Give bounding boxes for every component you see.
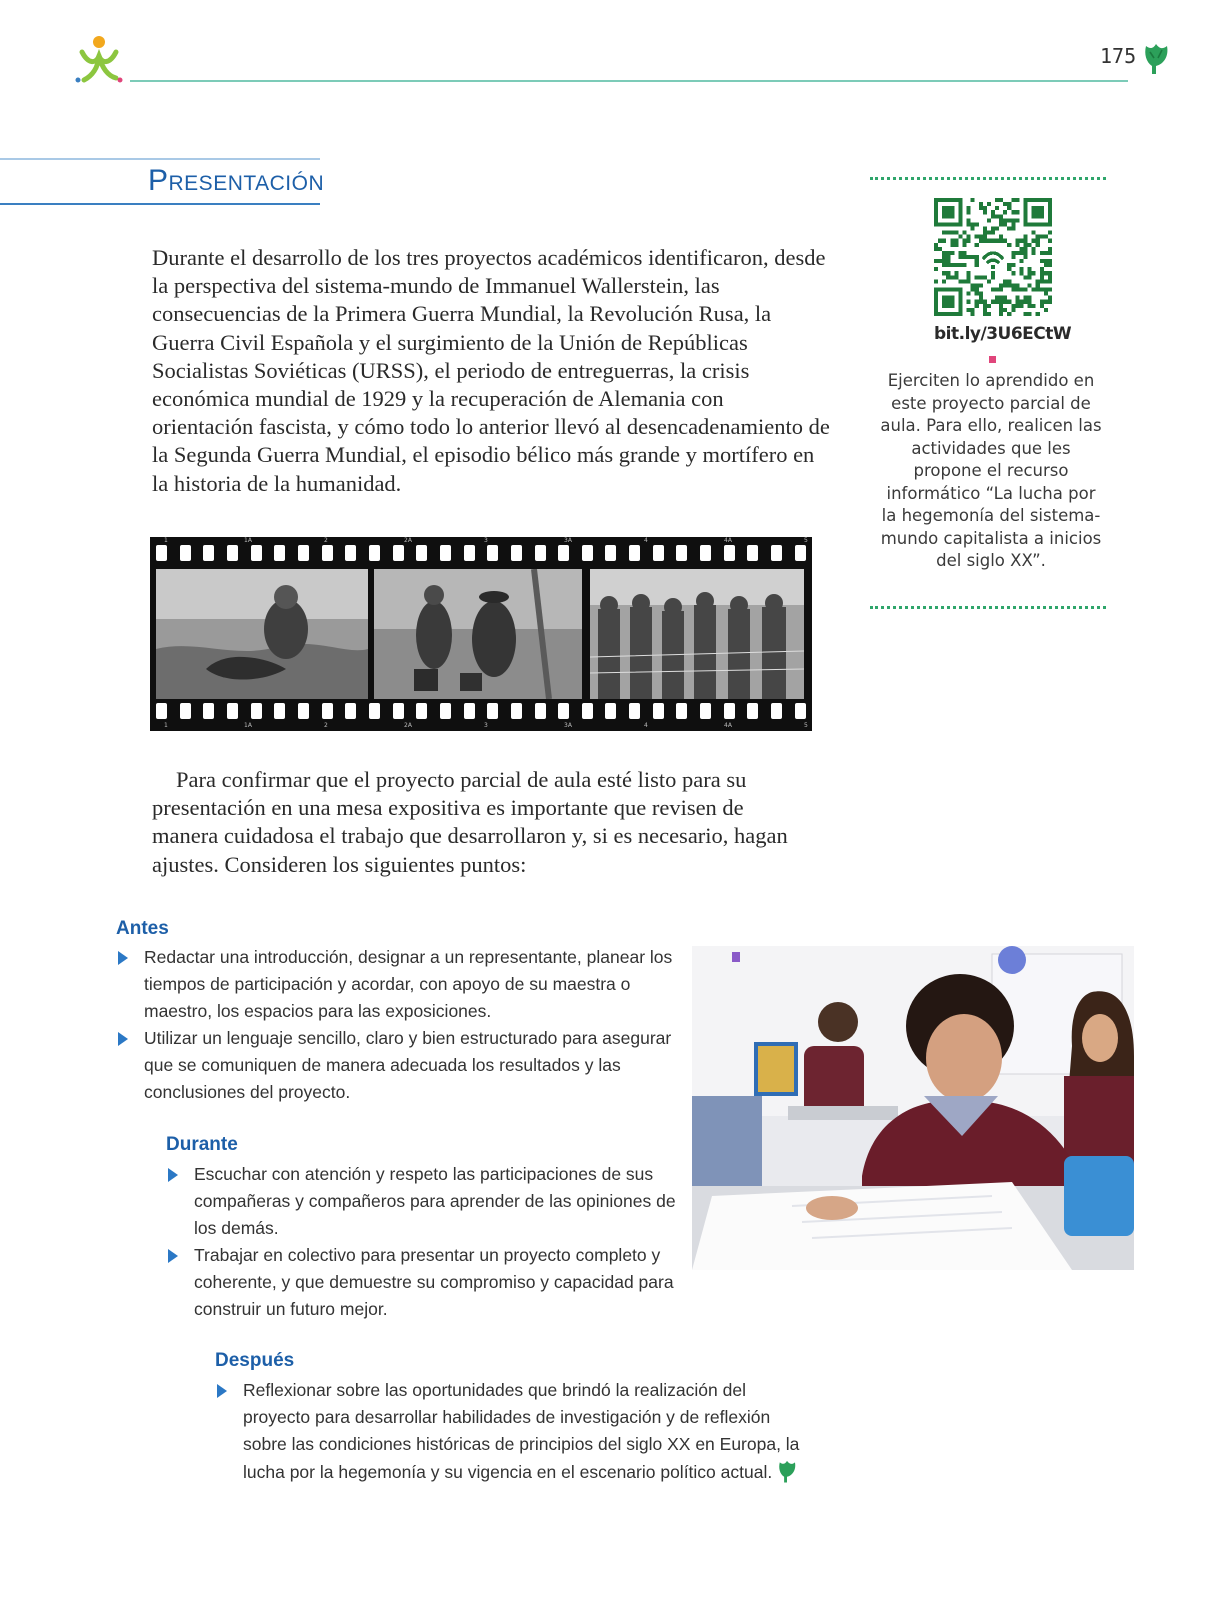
film-perforation xyxy=(322,545,333,561)
film-frame-label: 1A xyxy=(244,722,252,729)
film-perforation xyxy=(345,545,356,561)
stick-figure-logo-icon xyxy=(74,34,124,86)
film-perforation xyxy=(440,703,451,719)
film-perforation xyxy=(251,703,262,719)
film-perforation xyxy=(393,545,404,561)
film-frame-label: 2A xyxy=(404,537,412,544)
film-frame-label: 3 xyxy=(484,722,488,729)
film-perforation xyxy=(156,545,167,561)
film-perforation xyxy=(724,545,735,561)
film-frame-label: 4 xyxy=(644,722,648,729)
film-perforation xyxy=(274,545,285,561)
film-perforation xyxy=(416,545,427,561)
film-perforation xyxy=(345,703,356,719)
film-perforations-bottom xyxy=(156,703,806,719)
film-frame-label: 4A xyxy=(724,537,732,544)
film-perforation xyxy=(653,703,664,719)
film-perforation xyxy=(464,545,475,561)
film-perforation xyxy=(535,703,546,719)
film-frame-label: 4A xyxy=(724,722,732,729)
film-perforation xyxy=(605,545,616,561)
film-perforation xyxy=(227,545,238,561)
film-frame-label: 1 xyxy=(164,537,168,544)
film-frame-label: 1A xyxy=(244,537,252,544)
bullet-triangle-icon xyxy=(118,1032,128,1046)
film-perforation xyxy=(629,703,640,719)
film-perforation xyxy=(700,703,711,719)
list-item: Trabajar en colectivo para presentar un proyecto completo y coherente, y que demuestre su compromiso y capacidad para construir un futuro mejor. xyxy=(166,1242,676,1323)
film-perforation xyxy=(582,545,593,561)
film-perforation xyxy=(676,703,687,719)
film-frame-label: 2 xyxy=(324,722,328,729)
film-frame-soldiers-camp xyxy=(374,569,582,699)
bullet-triangle-icon xyxy=(118,951,128,965)
bullet-triangle-icon xyxy=(217,1384,227,1398)
film-perforation xyxy=(393,703,404,719)
green-leaf-end-icon xyxy=(776,1458,798,1484)
sidebar-dotted-rule-top xyxy=(870,177,1106,180)
title-rule-top xyxy=(0,158,320,160)
film-perforation xyxy=(795,545,806,561)
film-strip-image xyxy=(150,537,812,731)
film-frame-label: 1 xyxy=(164,722,168,729)
durante-heading: Durante xyxy=(166,1134,238,1155)
film-perforation xyxy=(700,545,711,561)
film-perforation xyxy=(298,703,309,719)
film-perforation xyxy=(558,545,569,561)
film-perforation xyxy=(582,703,593,719)
list-item: Escuchar con atención y respeto las participaciones de sus compañeras y compañeros para aprender de las opiniones de los demás. xyxy=(166,1161,676,1242)
film-perforation xyxy=(464,703,475,719)
film-frame-label: 2 xyxy=(324,537,328,544)
header-rule xyxy=(130,80,1128,82)
antes-list xyxy=(116,944,686,1106)
film-perforation xyxy=(440,545,451,561)
sidebar-marker xyxy=(989,356,996,363)
film-perforation xyxy=(771,545,782,561)
film-frame-prisoners xyxy=(590,569,804,699)
qr-code-icon[interactable] xyxy=(934,198,1052,316)
film-perforation xyxy=(747,545,758,561)
title-rule-bottom xyxy=(0,203,320,205)
bullet-triangle-icon xyxy=(168,1168,178,1182)
film-perforation xyxy=(487,703,498,719)
film-perforation xyxy=(558,703,569,719)
qr-link[interactable]: bit.ly/3U6ECtW xyxy=(934,324,1072,344)
section-title: Presentación xyxy=(148,164,325,197)
film-perforation xyxy=(369,703,380,719)
film-perforation xyxy=(511,545,522,561)
despues-list xyxy=(215,1377,815,1486)
film-frame-label: 2A xyxy=(404,722,412,729)
sidebar-dotted-rule-bottom xyxy=(870,606,1106,609)
film-perforation xyxy=(298,545,309,561)
durante-list xyxy=(166,1161,676,1323)
film-frame-label: 3A xyxy=(564,537,572,544)
film-perforation xyxy=(629,545,640,561)
film-perforation xyxy=(605,703,616,719)
film-perforation xyxy=(676,545,687,561)
green-leaf-icon xyxy=(1142,40,1170,76)
film-perforation xyxy=(156,703,167,719)
list-item: Redactar una introducción, designar a un representante, planear los tiempos de participación y acordar, con apoyo de su maestra o maestro, los espacios para las exposiciones. xyxy=(116,944,686,1025)
film-perforation xyxy=(795,703,806,719)
film-frame-label: 3A xyxy=(564,722,572,729)
antes-heading: Antes xyxy=(116,918,169,939)
film-perforation xyxy=(487,545,498,561)
film-perforation xyxy=(203,545,214,561)
list-item: Reflexionar sobre las oportunidades que brindó la realización del proyecto para desarrollar habilidades de investigación y de reflexión sobre las condiciones históricas de principios del siglo XX en Europa, la lucha por la hegemonía y su vigencia en el escenario político actual. xyxy=(215,1377,815,1486)
film-frame-label: 5 xyxy=(804,722,808,729)
film-frame-label: 5 xyxy=(804,537,808,544)
sidebar-text: Ejerciten lo aprendido en este proyecto parcial de aula. Para ello, realicen las actividades que les propone el recurso informático “La lucha por la hegemonía del sistema-mundo capitalista a inicios del siglo XX”. xyxy=(880,371,1102,570)
list-item: Utilizar un lenguaje sencillo, claro y bien estructurado para asegurar que se comuniquen de manera adecuada los resultados y las conclusiones del proyecto. xyxy=(116,1025,686,1106)
film-perforation xyxy=(203,703,214,719)
film-perforation xyxy=(747,703,758,719)
film-perforation xyxy=(511,703,522,719)
film-frame-soldier-writing xyxy=(156,569,368,699)
film-perforation xyxy=(369,545,380,561)
classroom-students-photo xyxy=(692,946,1134,1270)
film-perforation xyxy=(535,545,546,561)
film-perforation xyxy=(322,703,333,719)
film-perforation xyxy=(251,545,262,561)
film-perforation xyxy=(724,703,735,719)
despues-heading: Después xyxy=(215,1350,295,1371)
film-perforations-top xyxy=(156,545,806,561)
film-frame-label: 4 xyxy=(644,537,648,544)
film-frame-label: 3 xyxy=(484,537,488,544)
film-perforation xyxy=(180,703,191,719)
film-perforation xyxy=(653,545,664,561)
film-perforation xyxy=(274,703,285,719)
film-perforation xyxy=(771,703,782,719)
film-perforation xyxy=(227,703,238,719)
page-number: 175 xyxy=(1100,44,1137,68)
intro-paragraph: Durante el desarrollo de los tres proyectos académicos identificaron, desde la perspectiva del sistema-mundo de Immanuel Wallerstein, las consecuencias de la Primera Guerra Mundial, la Revolución Rusa, la Guerra Civil Española y el surgimiento de la Unión de Repúblicas Socialistas Soviéticas (URSS), el periodo de entreguerras, la crisis económica mundial de 1929 y la recuperación de Alemania con orientación fascista, y cómo todo lo anterior llevó al desencadenamiento de la Segunda Guerra Mundial, el episodio bélico más grande y mortífero en la historia de la humanidad. xyxy=(152,245,830,496)
bullet-triangle-icon xyxy=(168,1249,178,1263)
confirm-paragraph: Para confirmar que el proyecto parcial de aula esté listo para su presentación en una mesa expositiva es importante que revisen de manera cuidadosa el trabajo que desarrollaron y, si es necesario, hagan ajustes. Consideren los siguientes puntos: xyxy=(152,767,788,877)
film-perforation xyxy=(416,703,427,719)
film-perforation xyxy=(180,545,191,561)
